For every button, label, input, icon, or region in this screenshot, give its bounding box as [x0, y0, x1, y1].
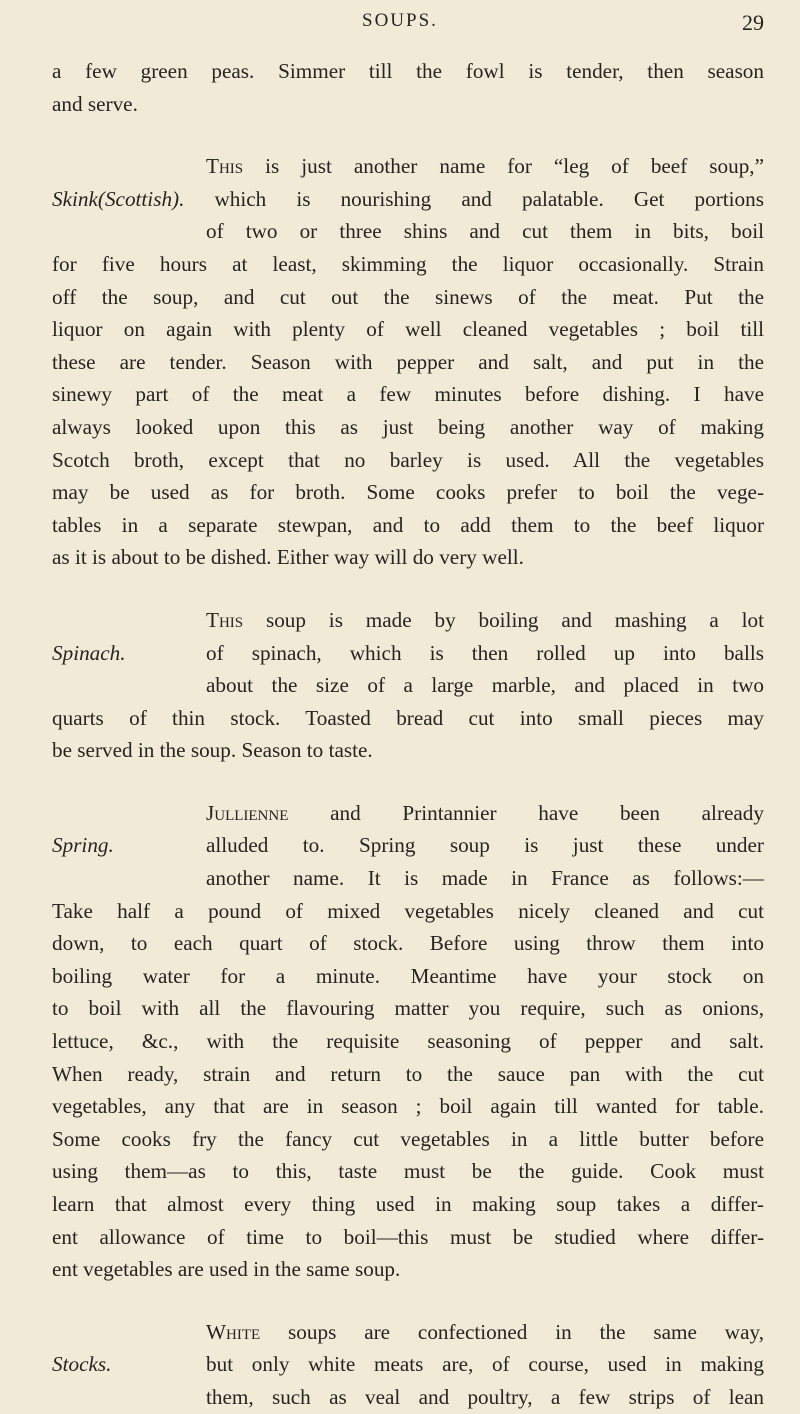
text-line: Some cooks fry the fancy cut vegetables in a little butter before	[52, 1126, 764, 1151]
running-header	[52, 10, 764, 42]
text-line: Skink(Scottish). which is nourishing and palatable. Get portions	[52, 186, 764, 211]
text-line: and serve.	[52, 91, 138, 116]
text-line: Scotch broth, except that no barley is used. All the vegetables	[52, 447, 764, 472]
text-line: down, to each quart of stock. Before using throw them into	[52, 931, 764, 956]
text-line: This soup is made by boiling and mashing a lot	[206, 607, 764, 632]
text-line: sinewy part of the meat a few minutes before dishing. I have	[52, 382, 764, 407]
text-line: of two or three shins and cut them in bits, boil	[206, 219, 764, 244]
text-line: always looked upon this as just being another way of making	[52, 414, 764, 439]
text-line: but only white meats are, of course, used in making	[206, 1352, 764, 1377]
text-line: vegetables, any that are in season ; boil again till wanted for table.	[52, 1094, 764, 1119]
text-line: White soups are confectioned in the same way,	[206, 1319, 764, 1344]
page-number: 29	[742, 10, 764, 35]
text-line: for five hours at least, skimming the liquor occasionally. Strain	[52, 251, 764, 276]
text-line: may be used as for broth. Some cooks prefer to boil the vege-	[52, 480, 764, 505]
text-line: about the size of a large marble, and placed in two	[206, 673, 764, 698]
text-line: tables in a separate stewpan, and to add them to the beef liquor	[52, 512, 764, 537]
side-label-stocks: Stocks.	[52, 1352, 112, 1377]
text-line: boiling water for a minute. Meantime have your stock on	[52, 963, 764, 988]
text-line: as it is about to be dished. Either way will do very well.	[52, 545, 524, 570]
text-line: these are tender. Season with pepper and salt, and put in the	[52, 349, 764, 374]
text-line: alluded to. Spring soup is just these under	[206, 833, 764, 858]
text-line: liquor on again with plenty of well cleaned vegetables ; boil till	[52, 317, 764, 342]
text-line: off the soup, and cut out the sinews of the meat. Put the	[52, 284, 764, 309]
text-line: Jullienne and Printannier have been already	[206, 800, 764, 825]
text-line: ent vegetables are used in the same soup.	[52, 1257, 401, 1282]
text-line: using them—as to this, taste must be the guide. Cook must	[52, 1159, 764, 1184]
text-line: When ready, strain and return to the sauce pan with the cut	[52, 1061, 764, 1086]
side-label-skink: Skink(Scottish).	[52, 186, 185, 211]
text-line: Take half a pound of mixed vegetables nicely cleaned and cut	[52, 898, 764, 923]
text-line: another name. It is made in France as follows:—	[206, 866, 764, 891]
lead-word: This	[206, 607, 244, 632]
text-line: be served in the soup. Season to taste.	[52, 738, 373, 763]
lead-word: Jullienne	[206, 800, 289, 825]
text-line: them, such as veal and poultry, a few strips of lean	[206, 1384, 764, 1409]
text-line: to boil with all the flavouring matter you require, such as onions,	[52, 996, 764, 1021]
side-label-spring: Spring.	[52, 833, 114, 858]
text-line: of spinach, which is then rolled up into balls	[206, 640, 764, 665]
text-line: quarts of thin stock. Toasted bread cut into small pieces may	[52, 705, 764, 730]
lead-word: White	[206, 1319, 261, 1344]
side-label-spinach: Spinach.	[52, 640, 126, 665]
running-title: SOUPS.	[362, 10, 438, 31]
lead-word: This	[206, 154, 244, 179]
text-line: a few green peas. Simmer till the fowl is tender, then season	[52, 59, 764, 83]
text-line: This is just another name for “leg of beef soup,”	[206, 154, 764, 179]
text-line: ent allowance of time to boil—this must be studied where differ-	[52, 1224, 764, 1249]
text-line: lettuce, &c., with the requisite seasoning of pepper and salt.	[52, 1029, 764, 1054]
text-line: learn that almost every thing used in making soup takes a differ-	[52, 1192, 764, 1216]
